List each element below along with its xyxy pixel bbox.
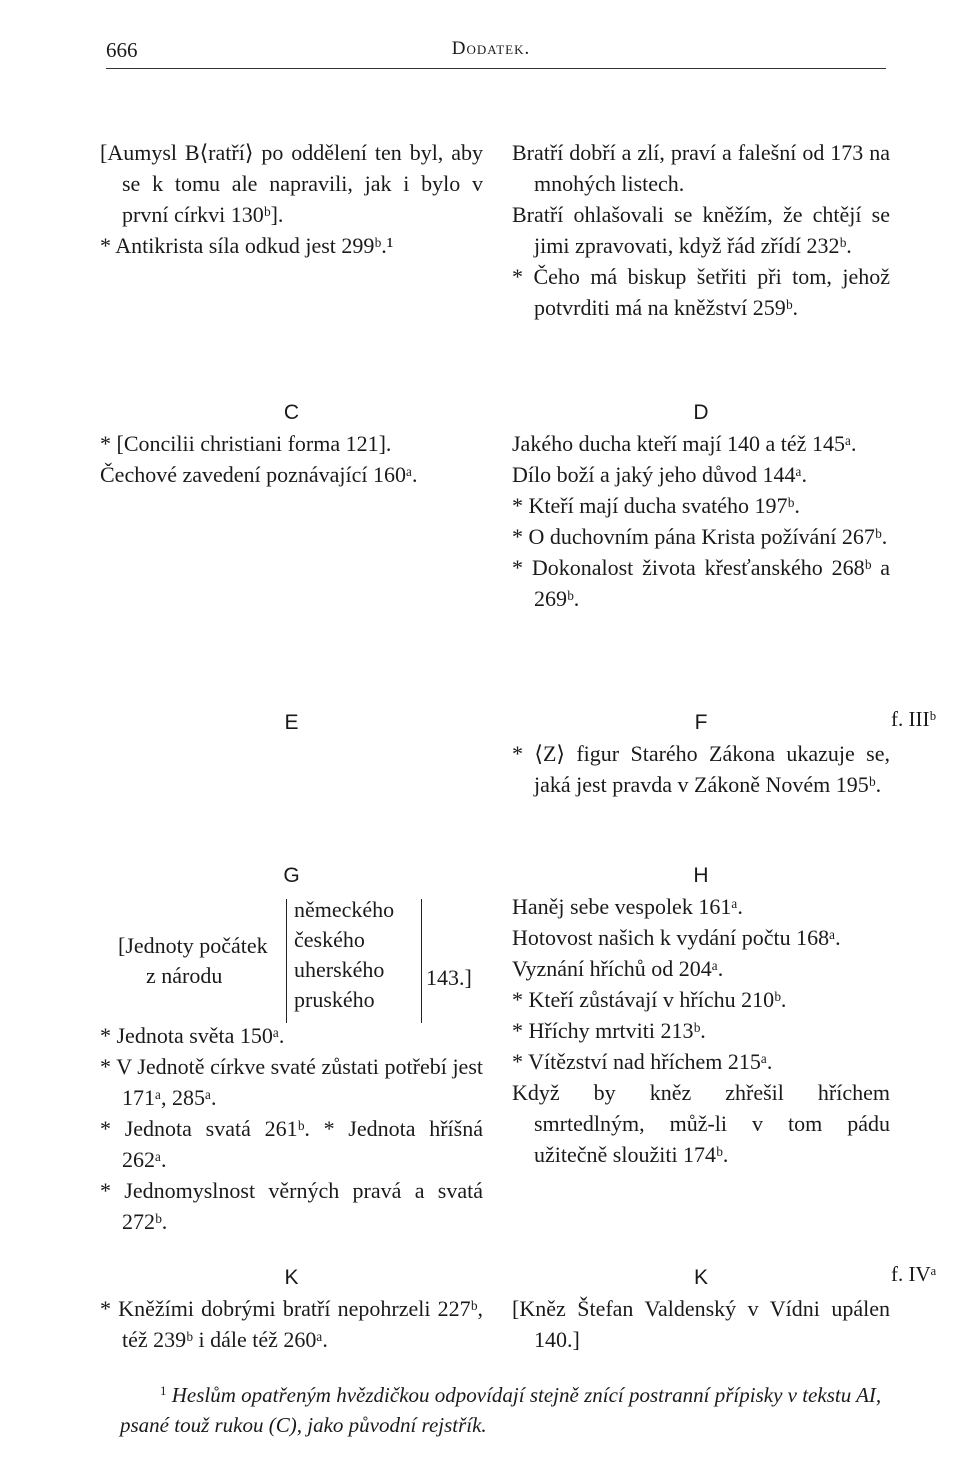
index-entry: Bratří ohlašovali se kněžím, že chtějí se jimi zpravovati, když řád zřídí 232ᵇ. <box>512 202 890 258</box>
index-entry: * Jednota svatá 261ᵇ. * Jednota hříšná 262ᵃ. <box>100 1116 483 1172</box>
grouped-entry <box>100 895 483 1027</box>
group-item: uherského <box>294 957 385 982</box>
section-k-right <box>512 1262 890 1355</box>
section-b-left <box>100 137 483 261</box>
index-entry: Když by kněz zhřešil hříchem smrtedlným, můž-li v tom pádu užitečně sloužiti 174ᵇ. <box>512 1080 890 1167</box>
section-k-left <box>100 1262 483 1355</box>
index-entry: * V Jednotě církve svaté zůstati potřebí jest 171ᵃ, 285ᵃ. <box>100 1054 483 1110</box>
index-entry: * Kněžími dobrými bratří nepohrzeli 227ᵇ, též 239ᵇ i dále též 260ᵃ. <box>100 1296 483 1352</box>
index-entry: Vyznání hříchů od 204ᵃ. <box>512 956 724 981</box>
index-entry: * Antikrista síla odkud jest 299ᵇ.¹ <box>100 233 394 258</box>
footnote <box>100 1376 910 1440</box>
index-entry: Jakého ducha kteří mají 140 a též 145ᵃ. <box>512 431 857 456</box>
section-d <box>512 397 890 614</box>
group-lead <box>118 931 268 991</box>
group-lead-line: [Jednoty počátek <box>118 933 268 958</box>
index-entry: * Čeho má biskup šetřiti při tom, jehož potvrditi má na kněžství 259ᵇ. <box>512 264 890 320</box>
group-number: 143.] <box>426 965 472 990</box>
index-entry: Dílo boží a jaký jeho důvod 144ᵃ. <box>512 462 808 487</box>
index-entry: [Aumysl B⟨ratří⟩ po oddělení ten byl, aby se k tomu ale napravili, jak i bylo v první církvi 130ᵇ]. <box>100 140 483 227</box>
section-g-letter-wrap <box>100 860 483 891</box>
group-lead-line: z národu <box>146 963 223 988</box>
index-entry: * Jednomyslnost věrných pravá a svatá 272ᵇ. <box>100 1178 483 1234</box>
index-entry: Čechové zavedení poznávající 160ᵃ. <box>100 462 418 487</box>
section-f <box>512 707 890 800</box>
index-entry: Hotovost našich k vydání počtu 168ᵃ. <box>512 925 841 950</box>
running-title: Dodatek. <box>451 38 531 59</box>
section-letter-e: E <box>284 711 299 734</box>
running-header <box>96 38 886 72</box>
index-entry: * Kteří zůstávají v hříchu 210ᵇ. <box>512 987 787 1012</box>
section-letter-f: F <box>694 711 708 734</box>
index-entry: * Kteří mají ducha svatého 197ᵇ. <box>512 493 800 518</box>
index-entry: * Dokonalost života křesťanského 268ᵇ a 269ᵇ. <box>512 555 890 611</box>
section-letter-k: K <box>693 1266 708 1289</box>
group-item: německého <box>294 897 395 922</box>
section-letter-h: H <box>693 864 709 887</box>
group-item: pruského <box>294 987 375 1012</box>
section-letter-g: G <box>283 864 300 887</box>
footnote-text: Heslům opatřeným hvězdičkou odpovídají stejně znící postranní přípisky v tekstu AI, psané touž rukou (C), jako původní rejstřík. <box>120 1383 882 1437</box>
index-entry: * [Concilii christiani forma 121]. <box>100 431 392 456</box>
section-b-right <box>512 137 890 323</box>
index-entry: Haněj sebe vespolek 161ᵃ. <box>512 894 743 919</box>
group-item: českého <box>294 927 365 952</box>
section-letter-d: D <box>693 401 709 424</box>
index-entry: * Hříchy mrtviti 213ᵇ. <box>512 1018 706 1043</box>
index-entry: * ⟨Z⟩ figur Starého Zákona ukazuje se, jaká jest pravda v Zákoně Novém 195ᵇ. <box>512 741 890 797</box>
section-g <box>100 1020 483 1237</box>
section-c <box>100 397 483 490</box>
section-letter-k: K <box>284 1266 299 1289</box>
index-entry: * O duchovním pána Krista požívání 267ᵇ. <box>512 524 888 549</box>
group-items <box>294 895 394 1015</box>
index-entry: [Kněz Štefan Valdenský v Vídni upálen 140.] <box>512 1296 890 1352</box>
group-bracket-left <box>286 899 287 1023</box>
section-letter-c: C <box>283 401 300 424</box>
section-e <box>100 707 483 738</box>
index-entry: Bratří dobří a zlí, praví a falešní od 173 na mnohých listech. <box>512 140 890 196</box>
group-bracket-right <box>421 899 422 1023</box>
folio-marker: f. IIIᵇ <box>891 707 936 731</box>
header-rule <box>106 68 886 69</box>
index-entry: * Vítězství nad hříchem 215ᵃ. <box>512 1049 773 1074</box>
folio-marker: f. IVᵃ <box>891 1262 937 1286</box>
page-number: 666 <box>106 38 138 62</box>
section-h <box>512 860 890 1170</box>
index-entry: * Jednota světa 150ᵃ. <box>100 1023 285 1048</box>
footnote-mark: 1 <box>160 1383 167 1398</box>
